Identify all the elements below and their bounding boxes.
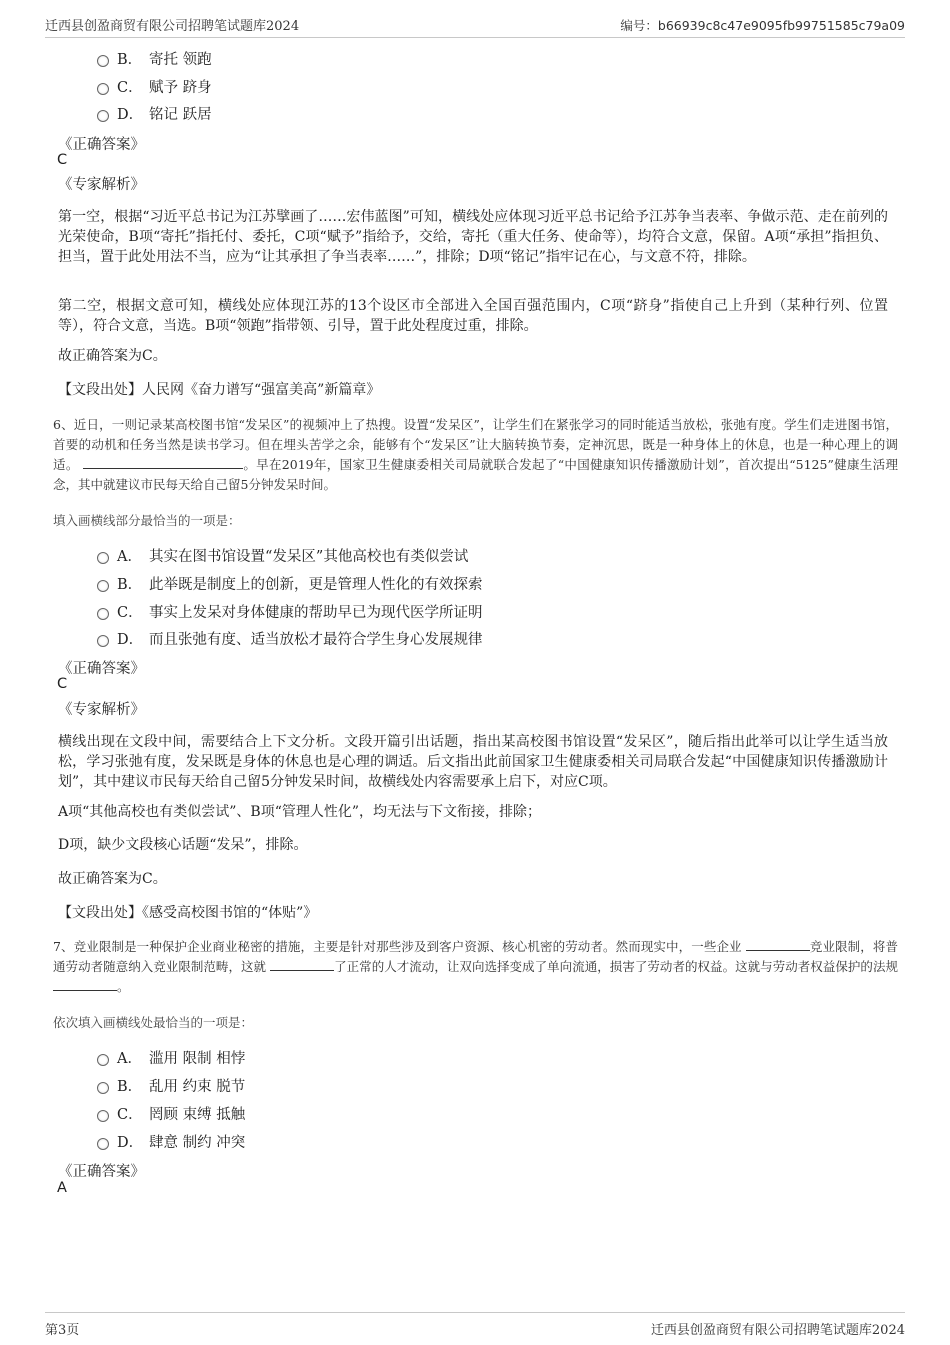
q7-stem-part-1: 7、竞业限制是一种保护企业商业秘密的措施，主要是针对那些涉及到客户资源、核心机密的劳动者。然而现实中，一些企业 bbox=[53, 939, 742, 954]
q5-source: 【文段出处】人民网《奋力谱写“强富美高”新篇章》 bbox=[58, 382, 381, 398]
option-text: 滥用 限制 相悖 bbox=[149, 1051, 246, 1067]
q6-answer: C bbox=[57, 676, 68, 692]
q7-stem-part-3: 了正常的人才流动，让双向选择变成了单向流通，损害了劳动者的权益。这就与劳动者权益保护的法规 bbox=[334, 959, 898, 974]
q6-option-a[interactable] bbox=[97, 545, 468, 566]
q7-blank-3 bbox=[53, 977, 117, 991]
q5-option-b[interactable] bbox=[97, 48, 212, 69]
q6-blank bbox=[83, 455, 243, 469]
option-letter: C． bbox=[117, 1107, 143, 1123]
q7-option-a[interactable] bbox=[97, 1047, 245, 1068]
option-text: 而且张弛有度、适当放松才最符合学生身心发展规律 bbox=[149, 632, 483, 648]
q5-analysis-para-1: 第一空，根据“习近平总书记为江苏擘画了……宏伟蓝图”可知，横线处应体现习近平总书记给予江苏争当表率、争做示范、走在前列的光荣使命，B项“寄托”指托付、委托，C项“赋予”指给予，交给，寄托（重大任务、使命等），均符合文意，保留。A项“承担”指担负、担当，置于此处用法不当，应为“让其承担了争当表率……”，排除；D项“铭记”指牢记在心，与文意不符，排除。 bbox=[58, 209, 888, 265]
radio-icon[interactable] bbox=[97, 83, 109, 95]
q6-stem-part-2: 。早在2019年，国家卫生健康委相关司局就联合发起了“中国健康知识传播激励计划”，首次提出“5125”健康生活理念，其中就建议市民每天给自己留5分钟发呆时间。 bbox=[53, 457, 898, 492]
q7-blank-1 bbox=[746, 937, 810, 951]
q6-conclusion: 故正确答案为C。 bbox=[58, 871, 167, 887]
q5-option-c[interactable] bbox=[97, 76, 212, 97]
radio-icon[interactable] bbox=[97, 635, 109, 647]
option-letter: C． bbox=[117, 605, 143, 621]
q6-answer-label: 《正确答案》 bbox=[58, 661, 145, 677]
q6-option-c[interactable] bbox=[97, 601, 483, 622]
header-title: 迁西县创盈商贸有限公司招聘笔试题库2024 bbox=[45, 19, 300, 34]
q6-source: 【文段出处】《感受高校图书馆的“体贴”》 bbox=[58, 905, 318, 921]
q7-answer-label: 《正确答案》 bbox=[58, 1164, 145, 1180]
option-text: 此举既是制度上的创新，更是管理人性化的有效探索 bbox=[149, 577, 483, 593]
option-letter: C． bbox=[117, 80, 143, 96]
q6-stem-part-1: 6、近日，一则记录某高校图书馆“发呆区”的视频冲上了热搜。设置“发呆区”，让学生们在紧张学习的同时能适当放松，张弛有度。学生们走进图书馆，首要的动机和任务当然是读书学习。但在埋头苦学之余，能够有个“发呆区”让大脑转换节奏，定神沉思，既是一种身体上的休息，也是一种心理上的调适。 bbox=[53, 417, 898, 472]
radio-icon[interactable] bbox=[97, 110, 109, 122]
q5-option-d[interactable] bbox=[97, 103, 212, 124]
q6-stem bbox=[53, 415, 898, 495]
q7-stem-part-4: 。 bbox=[117, 979, 130, 994]
option-letter: D． bbox=[117, 107, 144, 123]
page-number: 第3页 bbox=[45, 1322, 80, 1338]
option-letter: A． bbox=[117, 549, 142, 565]
option-text: 其实在图书馆设置“发呆区”其他高校也有类似尝试 bbox=[149, 549, 469, 565]
option-letter: B． bbox=[117, 1079, 143, 1095]
q7-stem bbox=[53, 937, 898, 997]
q6-option-b[interactable] bbox=[97, 573, 483, 594]
q7-answer: A bbox=[57, 1180, 67, 1196]
option-text: 乱用 约束 脱节 bbox=[149, 1079, 246, 1095]
q7-option-d[interactable] bbox=[97, 1131, 245, 1152]
radio-icon[interactable] bbox=[97, 1138, 109, 1150]
q7-stem-part-2: 竞业限制，将普通劳动者随意纳入竞业限制范畴，这就 bbox=[53, 939, 898, 974]
q6-analysis-para-2: A项“其他高校也有类似尝试”、B项“管理人性化”，均无法与下文衔接，排除； bbox=[58, 804, 542, 820]
q6-prompt: 填入画横线部分最恰当的一项是： bbox=[53, 513, 241, 528]
option-letter: B． bbox=[117, 577, 143, 593]
q5-analysis-para-2: 第二空，根据文意可知，横线处应体现江苏的13个设区市全部进入全国百强范围内，C项“跻身”指使自己上升到（某种行列、位置等），符合文意，当选。B项“领跑”指带领、引导，置于此处程度过重，排除。 bbox=[58, 298, 888, 334]
radio-icon[interactable] bbox=[97, 1082, 109, 1094]
header-serial: 编号：b66939c8c47e9095fb99751585c79a09 bbox=[620, 18, 905, 33]
q7-option-c[interactable] bbox=[97, 1103, 245, 1124]
option-text: 罔顾 束缚 抵触 bbox=[149, 1107, 246, 1123]
q5-answer-label: 《正确答案》 bbox=[58, 137, 145, 153]
page-header bbox=[45, 12, 905, 38]
radio-icon[interactable] bbox=[97, 1054, 109, 1066]
option-text: 事实上发呆对身体健康的帮助早已为现代医学所证明 bbox=[149, 605, 483, 621]
q7-prompt: 依次填入画横线处最恰当的一项是： bbox=[53, 1015, 254, 1030]
q6-analysis-para-1: 横线出现在文段中间，需要结合上下文分析。文段开篇引出话题，指出某高校图书馆设置“发呆区”，随后指出此举可以让学生适当放松，学习张弛有度，发呆既是身体的休息也是心理的调适。后文指出此前国家卫生健康委相关司局联合发起“中国健康知识传播激励计划”，其中建议市民每天给自己留5分钟发呆时间，故横线处内容需要承上启下，对应C项。 bbox=[58, 734, 888, 790]
q6-option-d[interactable] bbox=[97, 628, 483, 649]
q7-blank-2 bbox=[270, 957, 334, 971]
page-footer bbox=[45, 1312, 905, 1339]
radio-icon[interactable] bbox=[97, 1110, 109, 1122]
q5-answer: C bbox=[57, 152, 68, 168]
q6-analysis-para-3: D项，缺少文段核心话题“发呆”，排除。 bbox=[58, 837, 308, 853]
radio-icon[interactable] bbox=[97, 55, 109, 67]
option-text: 寄托 领跑 bbox=[149, 52, 212, 68]
option-letter: D． bbox=[117, 1135, 144, 1151]
radio-icon[interactable] bbox=[97, 580, 109, 592]
q7-option-b[interactable] bbox=[97, 1075, 245, 1096]
option-text: 肆意 制约 冲突 bbox=[149, 1135, 246, 1151]
option-text: 铭记 跃居 bbox=[149, 107, 212, 123]
option-letter: A． bbox=[117, 1051, 142, 1067]
option-letter: B． bbox=[117, 52, 143, 68]
q6-analysis-label: 《专家解析》 bbox=[58, 702, 145, 718]
q5-conclusion: 故正确答案为C。 bbox=[58, 348, 167, 364]
option-letter: D． bbox=[117, 632, 144, 648]
radio-icon[interactable] bbox=[97, 608, 109, 620]
q5-analysis-label: 《专家解析》 bbox=[58, 177, 145, 193]
footer-title: 迁西县创盈商贸有限公司招聘笔试题库2024 bbox=[650, 1322, 905, 1338]
option-text: 赋予 跻身 bbox=[149, 80, 212, 96]
radio-icon[interactable] bbox=[97, 552, 109, 564]
